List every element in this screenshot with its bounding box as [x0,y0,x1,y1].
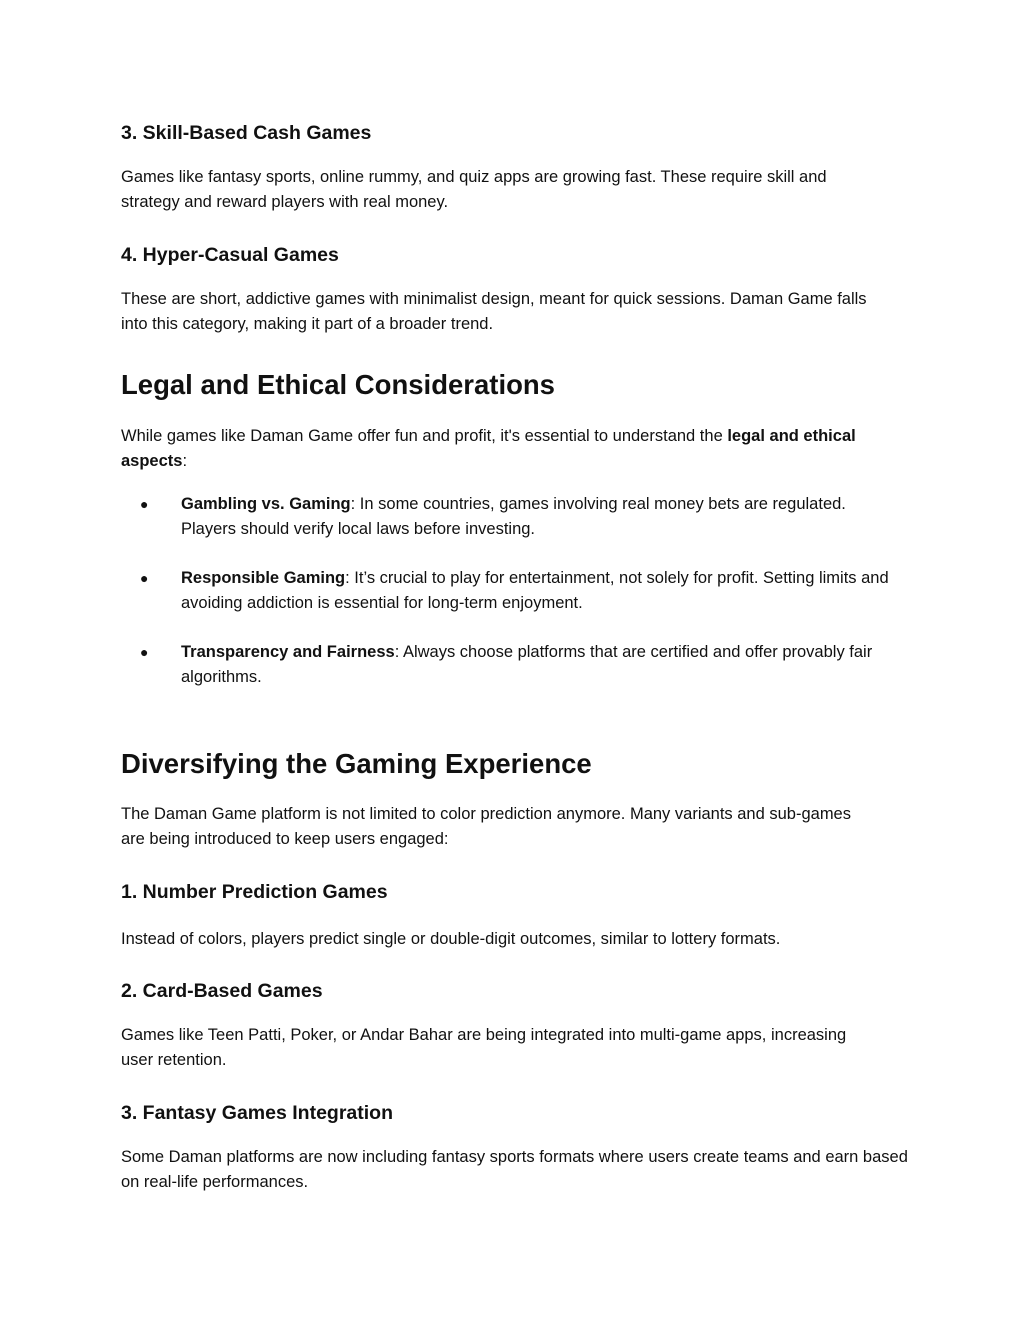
heading-fantasy-integration: 3. Fantasy Games Integration [121,1102,394,1124]
bullet-icon: ● [140,496,149,512]
heading-card-based: 2. Card-Based Games [121,980,323,1002]
bullet-term: Gambling vs. Gaming [181,495,351,513]
bullet-text: : Always choose platforms that are certified and offer provably fair algorithms. [181,643,873,686]
bullet-icon: ● [140,644,149,660]
heading-diversifying: Diversifying the Gaming Experience [121,748,592,779]
heading-hyper-casual-games: 4. Hyper-Casual Games [121,244,339,266]
paragraph-card-based: Games like Teen Patti, Poker, or Andar Bahar are being integrated into multi-game apps, increasing user retention. [121,1026,847,1069]
legal-intro-bold: legal and ethical aspects [121,427,856,470]
bullet-term: Responsible Gaming [181,569,346,587]
legal-intro-colon: : [182,451,188,470]
paragraph-number-prediction: Instead of colors, players predict single or double-digit outcomes, similar to lottery formats. [121,930,781,948]
paragraph-diversifying: The Daman Game platform is not limited to color prediction anymore. Many variants and sub-games are being introduced to keep users engaged: [121,805,851,848]
heading-legal-ethical: Legal and Ethical Considerations [121,369,555,400]
heading-number-prediction: 1. Number Prediction Games [121,881,388,903]
bullet-icon: ● [140,570,149,586]
list-item [121,492,891,541]
legal-bullet-list [121,492,891,714]
list-item [121,566,891,615]
legal-intro-text: While games like Daman Game offer fun and profit, it's essential to understand the [121,427,728,445]
bullet-text: : It’s crucial to play for entertainment, not solely for profit. Setting limits and avoiding addiction is essential for long-term enjoyment. [181,569,889,612]
bullet-term: Transparency and Fairness [181,643,395,661]
heading-skill-based-cash-games: 3. Skill-Based Cash Games [121,122,372,144]
paragraph-fantasy-integration: Some Daman platforms are now including fantasy sports formats where users create teams and earn based on real-life performances. [121,1148,908,1191]
paragraph-legal-intro [121,424,891,473]
paragraph-skill-based: Games like fantasy sports, online rummy, and quiz apps are growing fast. These require skill and strategy and reward players with real money. [121,168,827,211]
paragraph-hyper-casual: These are short, addictive games with minimalist design, meant for quick sessions. Daman Game falls into this category, making it part of a broader trend. [121,290,867,333]
bullet-text: : In some countries, games involving real money bets are regulated. Players should verify local laws before investing. [181,495,846,538]
list-item [121,640,891,689]
